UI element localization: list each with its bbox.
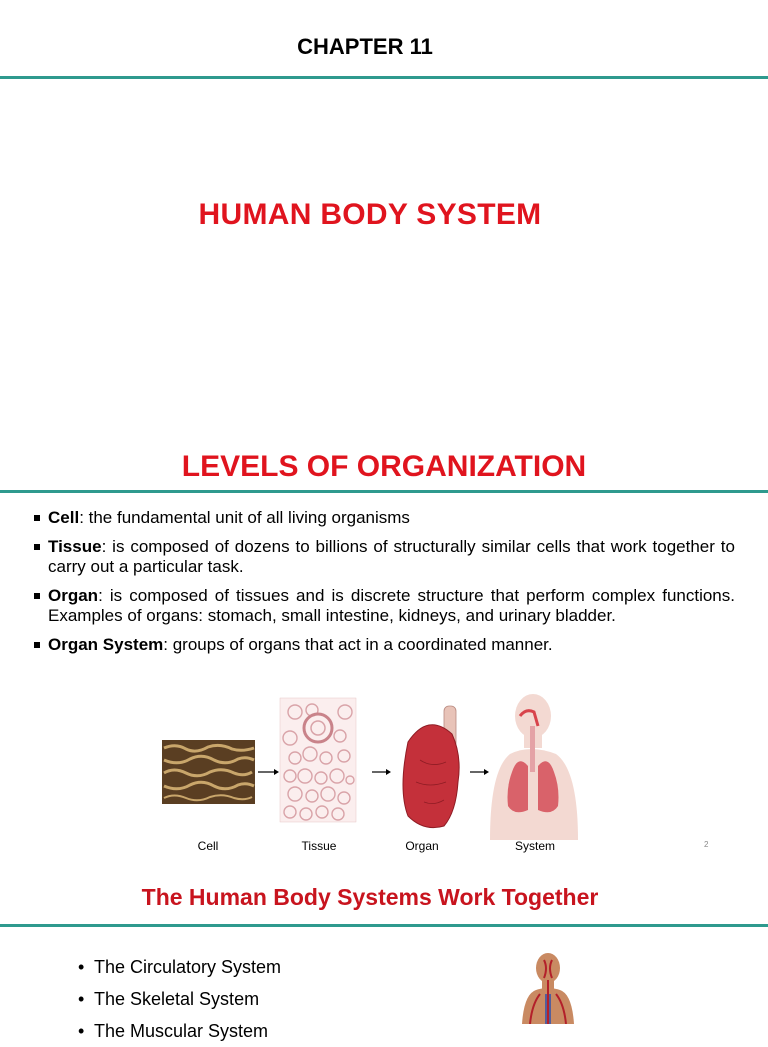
header-rule xyxy=(0,76,768,79)
arrow-icon xyxy=(372,769,391,775)
caption-cell: Cell xyxy=(197,839,219,853)
chapter-heading: CHAPTER 11 xyxy=(297,34,433,59)
list-item: • The Muscular System xyxy=(78,1015,281,1047)
levels-bullet-list xyxy=(33,508,735,664)
levels-rule xyxy=(0,490,768,493)
bullet-text: : the fundamental unit of all living organisms xyxy=(79,508,410,527)
tissue-image xyxy=(280,698,356,822)
bullet-organ-system xyxy=(33,635,735,655)
caption-system: System xyxy=(514,839,555,853)
circulatory-figure-image xyxy=(516,950,580,1024)
bullet-term: Organ xyxy=(48,586,99,605)
bullet-cell xyxy=(33,508,735,528)
page-number: 2 xyxy=(704,840,709,849)
systems-list xyxy=(78,951,281,1047)
arrow-icon xyxy=(470,769,489,775)
organization-figure xyxy=(150,690,600,840)
main-title: HUMAN BODY SYSTEM xyxy=(198,198,542,231)
bullet-organ xyxy=(33,586,735,626)
bullet-text: : groups of organs that act in a coordinated manner. xyxy=(163,635,553,654)
arrow-icon xyxy=(258,769,279,775)
bullet-term: Cell xyxy=(48,508,80,527)
systems-title: The Human Body Systems Work Together xyxy=(141,884,599,910)
levels-title: LEVELS OF ORGANIZATION xyxy=(181,450,587,483)
bullet-term: Organ System xyxy=(48,635,164,654)
caption-organ: Organ xyxy=(405,839,439,853)
list-item: • The Skeletal System xyxy=(78,983,281,1015)
bullet-text: : is composed of tissues and is discrete structure that perform complex functions. Examples of organs: stomach, small intestine, kidneys, and urinary bladder. xyxy=(48,586,735,625)
cell-image xyxy=(162,740,255,804)
bullet-text: : is composed of dozens to billions of structurally similar cells that work together to carry out a particular task. xyxy=(48,537,735,576)
bullet-term: Tissue xyxy=(48,537,102,556)
caption-tissue: Tissue xyxy=(301,839,337,853)
list-item: • The Circulatory System xyxy=(78,951,281,983)
respiratory-system-image xyxy=(490,694,578,840)
lung-image xyxy=(403,706,459,828)
bullet-tissue xyxy=(33,537,735,577)
systems-rule xyxy=(0,924,768,927)
